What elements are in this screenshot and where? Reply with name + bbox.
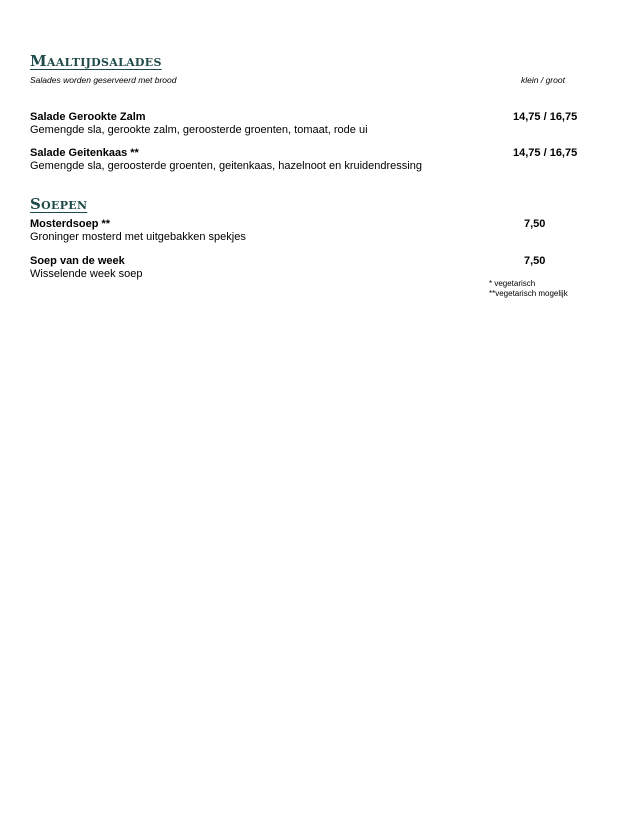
menu-item-name: Salade Geitenkaas ** [30,147,139,159]
legend-vegetarian-possible: **vegetarisch mogelijk [489,289,568,298]
menu-item-name: Salade Gerookte Zalm [30,111,146,123]
soups-section-title: Soepen [30,195,88,213]
menu-item-description: Gemengde sla, geroosterde groenten, geitenkaas, hazelnoot en kruidendressing [30,160,422,172]
legend-vegetarian: * vegetarisch [489,279,536,288]
menu-item-description: Gemengde sla, gerookte zalm, geroosterde groenten, tomaat, rode ui [30,124,368,136]
salads-bread-note: Salades worden geserveerd met brood [30,75,177,85]
menu-item-name: Mosterdsoep ** [30,218,111,230]
menu-item-price: 7,50 [524,218,546,230]
menu-item-name: Soep van de week [30,255,125,267]
menu-item-description: Groninger mosterd met uitgebakken spekjes [30,231,246,243]
menu-item-price: 14,75 / 16,75 [513,111,578,123]
menu-item-price: 7,50 [524,255,546,267]
menu-item-price: 14,75 / 16,75 [513,147,578,159]
salads-section-title: Maaltijdsalades [30,52,162,70]
size-label: klein / groot [521,75,565,85]
menu-item-description: Wisselende week soep [30,268,143,280]
